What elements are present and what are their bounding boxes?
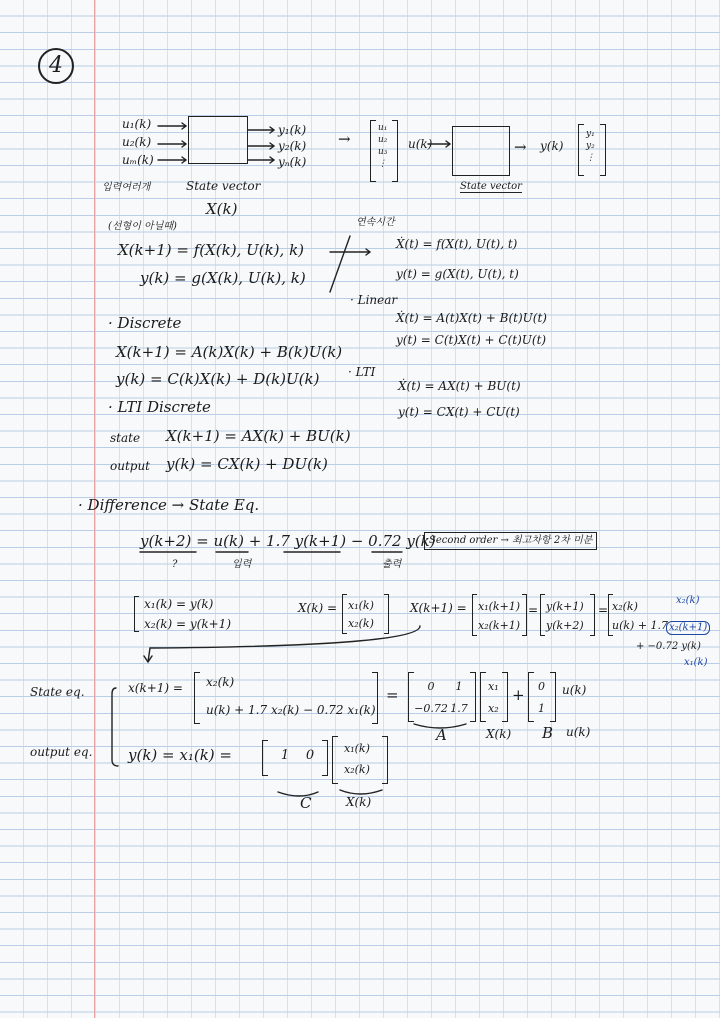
blue-top: x₂(k) bbox=[676, 595, 700, 606]
block1-label: State vector bbox=[186, 179, 261, 193]
problem-number: 4 bbox=[38, 48, 74, 84]
eq-sign-2: = bbox=[598, 603, 609, 617]
u-label: u(k) bbox=[566, 725, 591, 739]
discrete-state-eq: X(k+1) = AX(k) + BU(k) bbox=[166, 427, 351, 445]
blue-last: x₁(k) bbox=[684, 657, 708, 668]
state-eq-label: State eq. bbox=[30, 685, 85, 699]
def-x2: x₂(k) = y(k+1) bbox=[144, 617, 231, 631]
state-eq-lhs: x(k+1) = bbox=[128, 681, 183, 695]
C-row: 1 0 bbox=[280, 748, 315, 763]
Xk1-lhs: X(k+1) = bbox=[410, 601, 467, 615]
u-term: u(k) bbox=[562, 683, 587, 697]
B-vec: 0 1 bbox=[538, 680, 545, 715]
continuous-eq1: Ẋ(t) = f(X(t), U(t), t) bbox=[396, 237, 518, 251]
output-symbol: y(k) bbox=[540, 139, 564, 153]
nonlinear-eq2: y(k) = g(X(k), U(k), k) bbox=[140, 269, 306, 287]
discrete-eq1: X(k+1) = A(k)X(k) + B(k)U(k) bbox=[116, 343, 343, 361]
output-vector: y₁ y₂ ⋮ bbox=[586, 129, 595, 163]
arrow-right: → bbox=[338, 130, 351, 148]
output-y2: y₂(k) bbox=[278, 139, 307, 153]
output-y1: y₁(k) bbox=[278, 123, 307, 137]
A-label: A bbox=[436, 726, 447, 744]
input-note: 입력여러개 bbox=[102, 182, 151, 193]
lti-eq2: y(t) = CX(t) + CU(t) bbox=[398, 405, 520, 419]
under-mid: 입력 bbox=[232, 559, 252, 570]
difference-eq: y(k+2) = u(k) + 1.7 y(k+1) − 0.72 y(k) bbox=[140, 532, 436, 550]
nonlinear-note: (선형이 아닐때) bbox=[108, 221, 177, 232]
second-order-note: Second order → 최고차항 2차 미분 bbox=[424, 532, 597, 550]
eq-sign-1: = bbox=[528, 603, 539, 617]
eq-sign-3: = bbox=[386, 686, 399, 704]
lti-label: · LTI bbox=[348, 365, 376, 379]
input-vector: u₁ u₂ u₃ ⋮ bbox=[378, 123, 388, 169]
X-vec: x₁(k) x₂(k) bbox=[348, 599, 374, 630]
output-eq-label: output eq. bbox=[30, 745, 93, 759]
output-yn: yₙ(k) bbox=[278, 155, 307, 169]
output-x-vec: x₁(k) x₂(k) bbox=[344, 742, 370, 776]
A-matrix: 0 1 −0.72 1.7 bbox=[414, 680, 468, 715]
blue-mid: x₂(k+1) bbox=[666, 621, 710, 635]
arrow-out: → bbox=[514, 138, 527, 156]
C-label: C bbox=[300, 794, 312, 812]
blue-bottom: + −0.72 y(k) bbox=[636, 641, 701, 652]
nonlinear-eq1: X(k+1) = f(X(k), U(k), k) bbox=[118, 241, 305, 259]
output-X-label: X(k) bbox=[346, 795, 372, 809]
state-row1: x₂(k) bbox=[206, 675, 235, 689]
lti-discrete-label: · LTI Discrete bbox=[108, 398, 211, 416]
vecB: y(k+1) y(k+2) bbox=[546, 600, 584, 632]
discrete-output-eq: y(k) = CX(k) + DU(k) bbox=[166, 455, 328, 473]
difference-heading: · Difference → State Eq. bbox=[78, 496, 260, 514]
under-left: ? bbox=[172, 559, 178, 570]
continuous-note: 연속시간 bbox=[356, 217, 395, 228]
def-x1: x₁(k) = y(k) bbox=[144, 597, 214, 611]
output-eq-lhs: y(k) = x₁(k) = bbox=[128, 746, 232, 764]
discrete-label: · Discrete bbox=[108, 314, 182, 332]
X-def-lhs: X(k) = bbox=[298, 601, 338, 615]
output-word: output bbox=[110, 459, 151, 473]
input-symbol: u(k) bbox=[408, 137, 433, 151]
state-symbol: X(k) bbox=[206, 200, 238, 218]
linear-eq2: y(t) = C(t)X(t) + C(t)U(t) bbox=[396, 333, 547, 347]
discrete-eq2: y(k) = C(k)X(k) + D(k)U(k) bbox=[116, 370, 320, 388]
under-right: 출력 bbox=[382, 559, 402, 570]
input-um: uₘ(k) bbox=[122, 153, 154, 167]
block2-label: State vector bbox=[460, 181, 522, 192]
plus-sign: + bbox=[512, 686, 525, 704]
linear-eq1: Ẋ(t) = A(t)X(t) + B(t)U(t) bbox=[396, 311, 547, 325]
linear-label: · Linear bbox=[350, 293, 398, 307]
x-vec: x₁ x₂ bbox=[488, 680, 499, 715]
lti-eq1: Ẋ(t) = AX(t) + BU(t) bbox=[398, 379, 521, 393]
input-u2: u₂(k) bbox=[122, 135, 152, 149]
continuous-eq2: y(t) = g(X(t), U(t), t) bbox=[396, 267, 519, 281]
state-word: state bbox=[110, 431, 141, 445]
X-label: X(k) bbox=[486, 727, 512, 741]
B-label: B bbox=[542, 724, 554, 742]
state-row2: u(k) + 1.7 x₂(k) − 0.72 x₁(k) bbox=[206, 703, 376, 717]
vecA: x₁(k+1) x₂(k+1) bbox=[478, 600, 521, 632]
input-u1: u₁(k) bbox=[122, 117, 152, 131]
vecC: x₂(k) u(k) + 1.7 bbox=[612, 600, 669, 632]
